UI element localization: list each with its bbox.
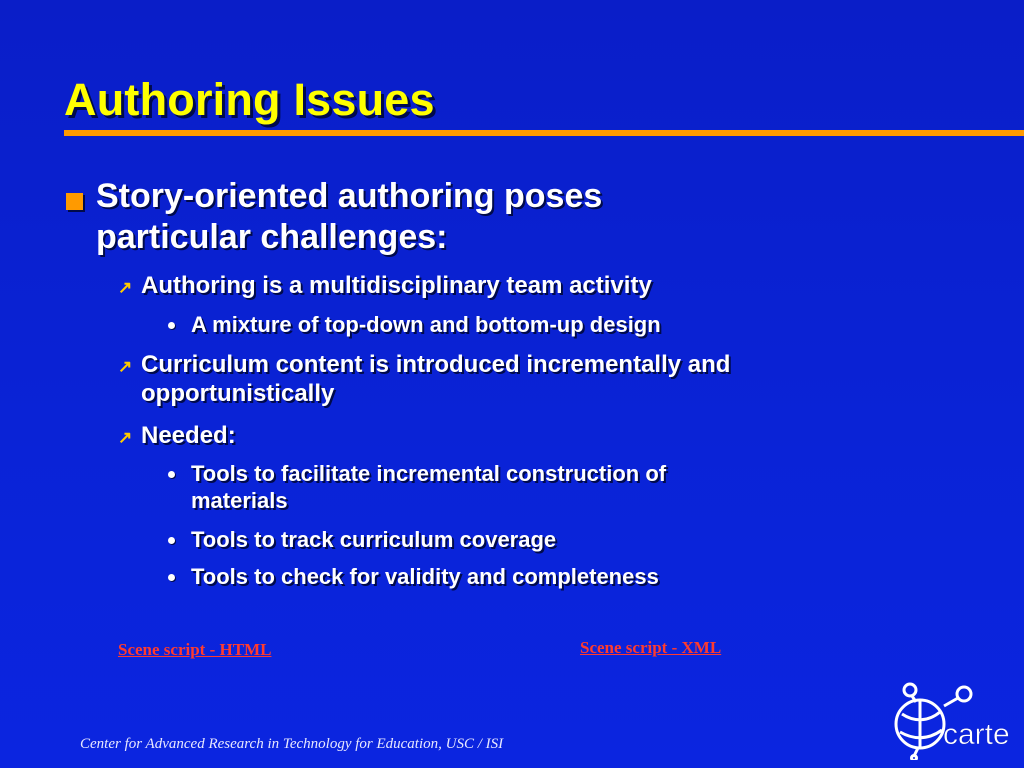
scene-script-xml-link[interactable]: Scene script - XML [580, 638, 722, 657]
arrow-bullet-icon: ↗ [118, 428, 133, 447]
subsubpoint-3: Tools to track curriculum coverage [191, 527, 557, 552]
slide-title: Authoring Issues [64, 74, 435, 125]
subsubpoint-2: Tools to facilitate incremental construction of materials [191, 461, 667, 513]
dot-bullet-icon [168, 322, 175, 329]
orange-square-bullet-icon [66, 193, 83, 210]
dot-bullet-icon [168, 471, 175, 478]
subpoint-3: Needed: [141, 422, 236, 449]
dot-bullet-icon [168, 537, 175, 544]
main-bullet: Story-oriented authoring poses particular challenges: [96, 177, 603, 256]
title-underline [64, 130, 1024, 136]
carte-logo-icon [888, 678, 1012, 760]
arrow-bullet-icon: ↗ [118, 278, 133, 297]
footer-text: Center for Advanced Research in Technology for Education, USC / ISI [80, 736, 504, 752]
subpoint-1: Authoring is a multidisciplinary team activity [141, 272, 652, 299]
subpoint-2: Curriculum content is introduced incrementally and opportunistically [141, 351, 731, 407]
subsubpoint-4: Tools to check for validity and completeness [191, 564, 659, 589]
logo-text: carte [943, 718, 1010, 751]
dot-bullet-icon [168, 574, 175, 581]
subsubpoint-1: A mixture of top-down and bottom-up design [191, 312, 661, 337]
arrow-bullet-icon: ↗ [118, 357, 133, 376]
scene-script-html-link[interactable]: Scene script - HTML [118, 640, 272, 659]
